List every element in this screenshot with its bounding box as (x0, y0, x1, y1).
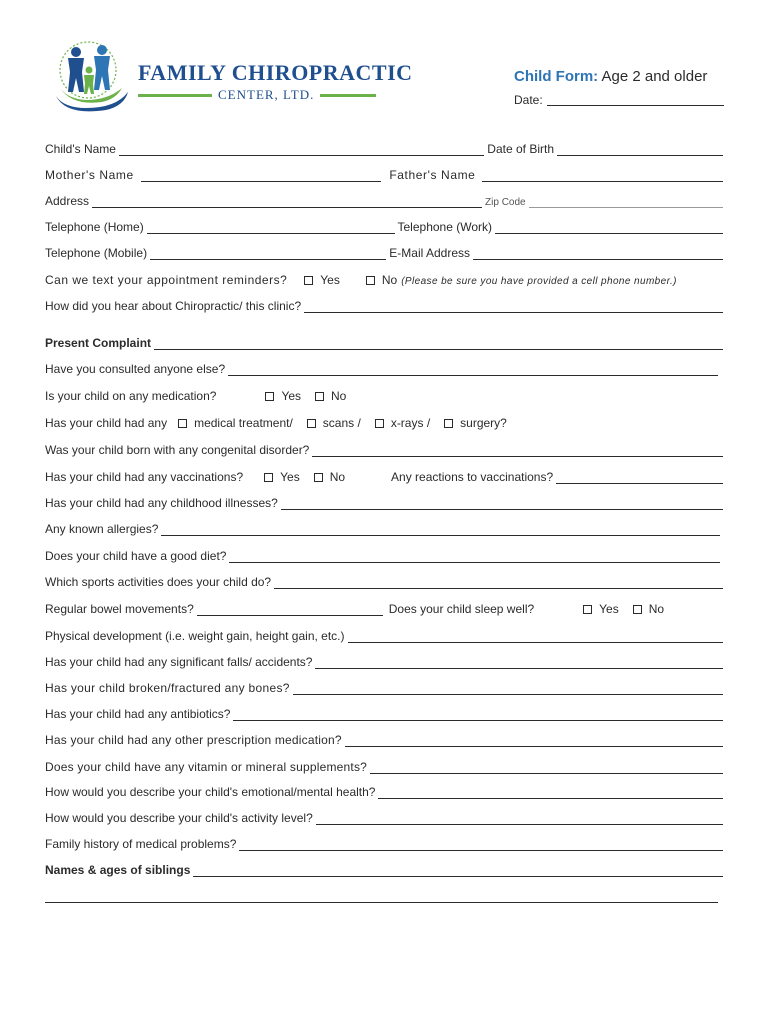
row-present-complaint (45, 334, 726, 350)
telephone-work-label: Telephone (Work) (397, 220, 492, 234)
fractures-label: Has your child broken/fractured any bones? (45, 681, 290, 695)
form-title-rest: Age 2 and older (598, 68, 708, 85)
sports-label: Which sports activities does your child do? (45, 575, 272, 589)
row-bowel-sleep (45, 600, 726, 616)
sleep-no-checkbox[interactable] (633, 605, 642, 614)
siblings-label: Names & ages of siblings (45, 863, 191, 877)
sleep-yes-checkbox[interactable] (583, 605, 592, 614)
medication-yes-checkbox[interactable] (265, 392, 274, 401)
sports-field[interactable] (274, 577, 723, 589)
consulted-field[interactable] (228, 364, 718, 376)
xrays-checkbox[interactable] (375, 419, 384, 428)
falls-field[interactable] (315, 657, 723, 669)
prescription-label: Has your child had any other prescription medication? (45, 733, 342, 747)
allergies-field[interactable] (161, 524, 720, 536)
row-fractures (45, 679, 726, 695)
row-child-name (45, 140, 726, 156)
brand-subtitle: CENTER, LTD. (218, 87, 315, 102)
antibiotics-field[interactable] (233, 709, 723, 721)
bowel-label: Regular bowel movements? (45, 602, 194, 616)
antibiotics-label: Has your child had any antibiotics? (45, 707, 231, 721)
childs-name-label: Child's Name (45, 142, 116, 156)
childhood-illnesses-field[interactable] (281, 498, 723, 510)
row-telephone-2 (45, 244, 726, 260)
family-history-field[interactable] (239, 839, 723, 851)
brand-divider-right (320, 94, 376, 97)
activity-label: How would you describe your child's activity level? (45, 811, 313, 825)
form-title-accent: Child Form: (514, 68, 599, 85)
address-field[interactable] (92, 196, 482, 208)
supplements-field[interactable] (370, 762, 723, 774)
row-congenital (45, 441, 726, 457)
bowel-field[interactable] (197, 604, 383, 616)
sleep-label: Does your child sleep well? (388, 602, 535, 616)
telephone-mobile-label: Telephone (Mobile) (45, 246, 148, 260)
form-title (514, 68, 724, 85)
hear-about-label: How did you hear about Chiropractic/ this clinic? (45, 299, 302, 313)
address-label: Address (45, 194, 90, 208)
email-field[interactable] (473, 248, 723, 260)
fractures-field[interactable] (293, 683, 723, 695)
text-reminders-no-checkbox[interactable] (366, 276, 375, 285)
siblings-field[interactable] (193, 865, 723, 877)
zip-code-label: Zip Code (485, 197, 526, 208)
falls-label: Has your child had any significant falls/ accidents? (45, 655, 313, 669)
text-reminders-no-label: No (381, 273, 398, 287)
row-antibiotics (45, 705, 726, 721)
row-diet (45, 547, 726, 563)
row-medication (45, 387, 726, 403)
hear-about-field[interactable] (304, 301, 723, 313)
activity-field[interactable] (316, 813, 723, 825)
mothers-name-label: Mother's Name (45, 168, 134, 182)
diet-label: Does your child have a good diet? (45, 549, 227, 563)
brand-divider-left (138, 94, 212, 97)
surgery-label: surgery? (460, 416, 507, 430)
text-reminders-yes-checkbox[interactable] (304, 276, 313, 285)
text-reminders-yes-label: Yes (320, 273, 340, 287)
date-field[interactable] (547, 93, 724, 106)
row-supplements (45, 758, 726, 774)
telephone-home-field[interactable] (147, 222, 395, 234)
vaccinations-no-checkbox[interactable] (314, 473, 323, 482)
vaccinations-label: Has your child had any vaccinations? (45, 470, 244, 484)
medical-treatment-label: medical treatment/ (194, 416, 293, 430)
mothers-name-field[interactable] (141, 170, 382, 182)
cell-phone-note: (Please be sure you have provided a cell phone number.) (401, 276, 677, 287)
sleep-no-label: No (648, 602, 665, 616)
row-vaccinations (45, 468, 726, 484)
vaccinations-yes-label: Yes (280, 470, 300, 484)
row-treatments (45, 414, 726, 430)
medication-no-label: No (331, 389, 347, 403)
had-any-label: Has your child had any (45, 416, 168, 430)
present-complaint-label: Present Complaint (45, 336, 152, 350)
row-siblings-continued (45, 887, 726, 903)
medication-yes-label: Yes (281, 389, 302, 403)
congenital-field[interactable] (312, 445, 723, 457)
sleep-yes-label: Yes (599, 602, 619, 616)
clinic-logo (46, 36, 413, 120)
medication-no-checkbox[interactable] (315, 392, 324, 401)
date-of-birth-field[interactable] (557, 144, 723, 156)
row-siblings (45, 861, 726, 877)
row-text-reminders (45, 271, 726, 287)
xrays-label: x-rays / (390, 416, 431, 430)
allergies-label: Any known allergies? (45, 522, 159, 536)
row-sports (45, 573, 726, 589)
row-falls (45, 653, 726, 669)
physical-development-field[interactable] (348, 631, 723, 643)
email-label: E-Mail Address (389, 246, 470, 260)
row-allergies (45, 520, 726, 536)
text-reminders-label: Can we text your appointment reminders? (45, 273, 288, 287)
row-address (45, 192, 726, 208)
telephone-home-label: Telephone (Home) (45, 220, 144, 234)
emotional-field[interactable] (378, 787, 723, 799)
surgery-checkbox[interactable] (444, 419, 453, 428)
date-label: Date: (514, 93, 543, 107)
row-parents (45, 166, 726, 182)
row-activity (45, 809, 726, 825)
scans-checkbox[interactable] (307, 419, 316, 428)
medication-label: Is your child on any medication? (45, 389, 217, 403)
vaccinations-no-label: No (329, 470, 346, 484)
vaccine-reactions-field[interactable] (556, 472, 723, 484)
siblings-field-continued[interactable] (45, 891, 718, 903)
zip-code-field[interactable] (529, 196, 723, 208)
row-consulted (45, 360, 726, 376)
row-hear-about (45, 297, 726, 313)
consulted-label: Have you consulted anyone else? (45, 362, 226, 376)
row-emotional (45, 783, 726, 799)
row-telephone-1 (45, 218, 726, 234)
congenital-label: Was your child born with any congenital disorder? (45, 443, 310, 457)
childs-name-field[interactable] (119, 144, 484, 156)
fathers-name-field[interactable] (482, 170, 723, 182)
vaccine-reactions-label: Any reactions to vaccinations? (391, 470, 554, 484)
row-family-history (45, 835, 726, 851)
row-physical-development (45, 627, 726, 643)
medical-treatment-checkbox[interactable] (178, 419, 187, 428)
scans-label: scans / (322, 416, 361, 430)
row-childhood-illnesses (45, 494, 726, 510)
telephone-work-field[interactable] (495, 222, 723, 234)
family-logo-icon (46, 36, 130, 120)
present-complaint-field[interactable] (154, 338, 723, 350)
telephone-mobile-field[interactable] (150, 248, 386, 260)
fathers-name-label: Father's Name (389, 168, 476, 182)
form-title-block (514, 68, 724, 107)
prescription-field[interactable] (345, 735, 723, 747)
row-prescription (45, 731, 726, 747)
diet-field[interactable] (229, 551, 720, 563)
childhood-illnesses-label: Has your child had any childhood illnesses? (45, 496, 278, 510)
vaccinations-yes-checkbox[interactable] (264, 473, 273, 482)
physical-development-label: Physical development (i.e. weight gain, height gain, etc.) (45, 629, 345, 643)
date-of-birth-label: Date of Birth (487, 142, 554, 156)
family-history-label: Family history of medical problems? (45, 837, 237, 851)
emotional-label: How would you describe your child's emotional/mental health? (45, 785, 376, 799)
supplements-label: Does your child have any vitamin or mineral supplements? (45, 760, 368, 774)
brand-name: FAMILY CHIROPRACTIC (138, 60, 413, 85)
